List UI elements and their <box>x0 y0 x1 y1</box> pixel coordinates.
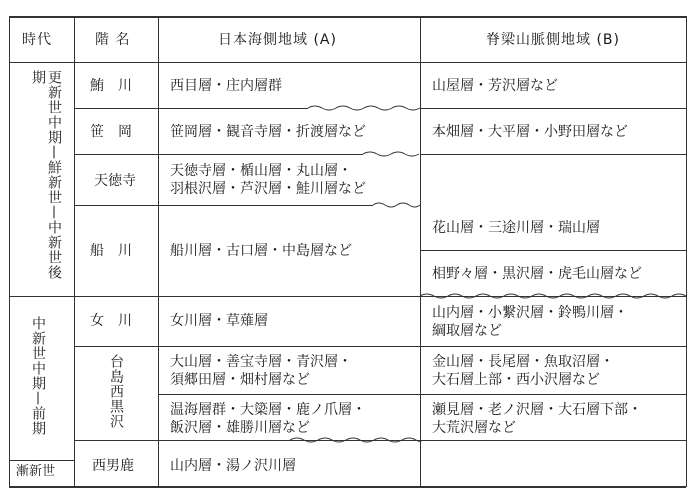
b-row-daijima-2: 大石層上部・西小沢層など <box>432 372 600 388</box>
stage-daijima-nishikurosawa: 台島西黒沢 <box>108 354 124 429</box>
a-sep <box>158 205 373 206</box>
stage-ayukawa: 鮪 川 <box>90 78 132 94</box>
table-bottom-border <box>9 486 686 488</box>
a-sep <box>158 154 363 155</box>
b-row-nishikurosawa-2: 大荒沢層など <box>432 420 516 436</box>
unconformity-wave <box>308 104 420 112</box>
stage-sep <box>74 296 158 297</box>
table-left-border <box>9 16 10 487</box>
a-sep <box>158 346 420 347</box>
b-sep <box>420 440 686 441</box>
stage-sep <box>74 346 158 347</box>
header-region-a: 日本海側地域 (A) <box>218 32 337 48</box>
a-row-funakawa: 船川層・古口層・中島層など <box>170 243 352 259</box>
a-row-ayukawa: 西目層・庄内層群 <box>170 78 282 94</box>
b-sep <box>420 108 686 109</box>
era-lower: 漸新世 <box>16 464 56 479</box>
unconformity-wave <box>363 150 420 158</box>
stage-sasaoka: 笹 岡 <box>90 124 132 140</box>
col-divider-ab <box>420 16 421 487</box>
unconformity-wave <box>290 436 420 444</box>
stage-onnagawa: 女 川 <box>90 313 132 329</box>
b-row-funakawa-2: 相野々層・黒沢層・虎毛山層など <box>432 266 642 282</box>
era-upper: 更新世中期—鮮新世—中新世後期 <box>30 70 62 280</box>
stage-sep <box>74 440 158 441</box>
b-row-ayukawa: 山屋層・芳沢層など <box>432 78 558 94</box>
era-separator-2 <box>9 460 74 461</box>
b-row-sasaoka: 本畑層・大平層・小野田層など <box>432 124 628 140</box>
a-sep <box>158 394 420 395</box>
a-row-nishikurosawa-1: 温海層群・大簗層・鹿ノ爪層・ <box>170 402 366 418</box>
stage-sep <box>74 108 158 109</box>
header-region-b: 脊梁山脈側地域 (B) <box>486 32 620 48</box>
a-row-daijima-1: 大山層・善宝寺層・青沢層・ <box>170 354 352 370</box>
b-row-funakawa-1: 花山層・三途川層・瑞山層 <box>432 220 600 236</box>
unconformity-wave <box>420 292 686 300</box>
header-stage: 階 名 <box>95 32 131 48</box>
table-right-border <box>686 16 687 487</box>
b-row-onnagawa-2: 綱取層など <box>432 323 502 339</box>
header-separator <box>9 62 686 63</box>
stage-tentokuji: 天徳寺 <box>94 173 136 189</box>
a-row-daijima-2: 須郷田層・畑村層など <box>170 372 310 388</box>
a-row-sasaoka: 笹岡層・観音寺層・折渡層など <box>170 124 366 140</box>
b-row-onnagawa-1: 山内層・小繋沢層・鈴鴨川層・ <box>432 305 628 321</box>
a-sep <box>158 108 308 109</box>
a-row-nishioga: 山内層・湯ノ沢川層 <box>170 458 296 474</box>
b-sep <box>420 250 686 251</box>
table-top-border <box>9 16 686 18</box>
era-middle: 中新世中期—前期 <box>30 316 46 436</box>
unconformity-wave <box>373 201 420 209</box>
a-row-onnagawa: 女川層・草薙層 <box>170 313 268 329</box>
b-row-daijima-1: 金山層・長尾層・魚取沼層・ <box>432 354 614 370</box>
era-separator-1 <box>9 296 74 297</box>
b-row-nishikurosawa-1: 瀬見層・老ノ沢層・大石層下部・ <box>432 402 642 418</box>
a-row-tentokuji-2: 羽根沢層・芦沢層・鮭川層など <box>170 181 366 197</box>
a-row-tentokuji-1: 天徳寺層・楯山層・丸山層・ <box>170 163 352 179</box>
header-era: 時代 <box>22 32 52 48</box>
a-sep <box>158 296 420 297</box>
stage-sep <box>74 154 158 155</box>
b-sep <box>420 154 686 155</box>
b-sep <box>420 346 686 347</box>
col-divider-stage <box>158 16 159 487</box>
a-row-nishikurosawa-2: 飯沢層・雄勝川層など <box>170 420 310 436</box>
col-divider-era <box>74 16 75 487</box>
stage-funakawa: 船 川 <box>90 243 132 259</box>
stage-nishioga: 西男鹿 <box>92 458 134 474</box>
stage-sep <box>74 205 158 206</box>
b-sep <box>420 394 686 395</box>
